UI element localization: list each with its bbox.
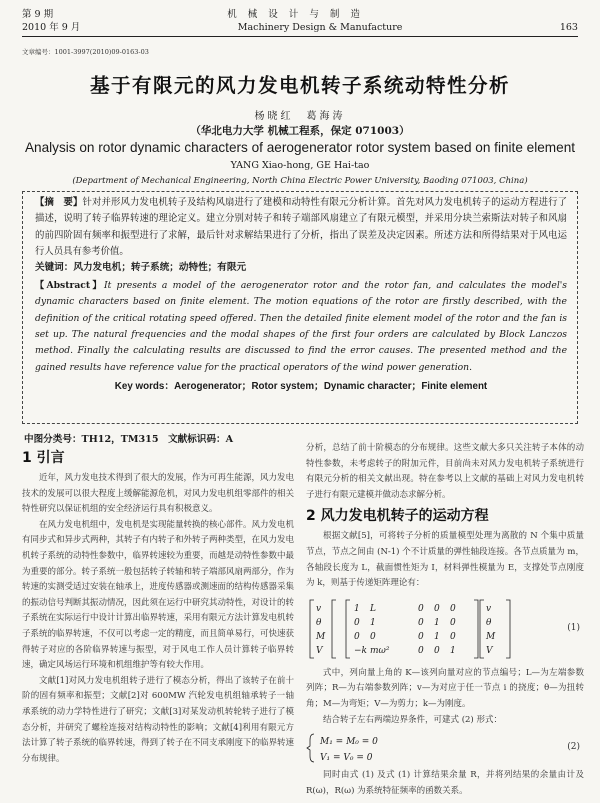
- svg-text:mω²: mω²: [370, 645, 390, 656]
- svg-text:1: 1: [434, 631, 440, 642]
- svg-text:0: 0: [354, 631, 360, 642]
- equation-2-number: (2): [567, 742, 580, 753]
- equation-2: [306, 730, 584, 766]
- svg-text:M: M: [486, 631, 496, 642]
- section-2-title: 2 风力发电机转子的运动方程: [306, 508, 489, 525]
- journal-name-cn: 机 械 设 计 与 制 造: [227, 9, 364, 20]
- title-en: Analysis on rotor dynamic characters of aerogenerator rotor system based on finite element: [24, 140, 576, 155]
- svg-text:1: 1: [450, 645, 456, 656]
- left-paragraph-3: 文献[1]对风力发电机组转子进行了模态分析，得出了该转子在前十阶的固有频率和振型；文献[2]对 600MW 汽轮发电机组轴承转子一轴承系统的动力学特性进行了研究；文献[3]对某发动机转轮转子进行了模态分析，并研究了螺栓连接对结构动特性的影响；文献[4]利用有限元方法计算了转子系统的临界转速，得到了转子在不同支承刚度下的临界转速分布规律。: [22, 675, 295, 764]
- left-paragraph-2: 在风力发电机组中，发电机是实现能量转换的核心部件。风力发电机有同步式和异步式两种，其转子有内转子和外转子两种类型，在风力发电机转子系统的动特性参数中，临界转速较为重要，而越是动特性参数中最为重要的部分。转子系统一般包括转子转轴和转子端部风扇两部分，作为转速的实测受适过安装在轴承上，进度传感器或测速面的结构传感器采集的振动信号判断其振动情况，因此须在运行中研究其动特性，对设计的转子系统在实际运行中设计计算出临界转速，采用有限元方法计算发电机转子系统的临界转速，不仅可以考虑一定的精度，而且简单易行，可快速获得转子对应的各阶临界转速与振型，对于风电工作人员计算转子临界转速，确定风场运行环境和机组维护等有较大作用。: [22, 519, 295, 671]
- svg-text:v: v: [486, 603, 492, 614]
- left-column: [22, 441, 294, 767]
- abstract-cn-label: 【摘 要】: [35, 197, 83, 208]
- journal-name-en: Machinery Design & Manufacture: [237, 22, 403, 33]
- svg-text:1: 1: [370, 617, 376, 628]
- issue-number: 第 9 期: [22, 9, 54, 20]
- svg-text:0: 0: [450, 631, 456, 642]
- svg-text:M₁ = M₀ = 0: M₁ = M₀ = 0: [320, 737, 378, 748]
- authors-en: YANG Xiao-hong, GE Hai-tao: [230, 160, 370, 171]
- authors-cn: 杨晓红 葛海涛: [254, 111, 346, 122]
- issue-date: 2010 年 9 月: [22, 22, 81, 33]
- svg-text:v: v: [316, 603, 322, 614]
- svg-text:0: 0: [434, 645, 440, 656]
- abstract-en-text: It presents a model of the aerogenerator rotor and the rotor fan, and calculates the model's dynamic characters based on finite element. The motion equations of the rotor are firstly described, with the definition of the critical rotating speed offered. Then the detailed finite element model of the rotor and the fan is set up. The natural frequencies and the modal shapes of the first four orders are calculated by Block Lanczos method. Finally the calculating results are discussed to find the error causes. The presented method and the gained results have reference value for the practical operators of the wind power generation.: [35, 280, 568, 373]
- svg-text:0: 0: [450, 603, 456, 614]
- left-paragraph-1: 近年，风力发电技术得到了很大的发展，作为可再生能源，风力发电技术的发展可以很大程度上缓解能源危机，对风力发电机组零部件的相关特性研究以保证机组的安全经济运行具有积极意义。: [22, 473, 295, 515]
- abstract-cn-text: 针对并形风力发电机转子及结构风扇进行了建模和动特性有限元分析计算。首先对风力发电机转子的运动方程进行了描述，说明了转子临界转速的理论定义。建立分别对转子和转子端部风扇建立了有限元模型，并采用分块兰索斯法对转子和风扇的前四阶固有频率和振型进行了求解，最后针对求解结果进行了分析，指出了误差及决定因素。所述方法和所得结果对于风电运行人员具有参考价值。: [35, 197, 567, 257]
- right-paragraph-3: 结合转子左右两端边界条件，可建式 (2) 形式：: [323, 714, 502, 725]
- keywords-cn: 关键词：风力发电机；转子系统；动特性；有限元: [35, 262, 247, 274]
- keywords-en: Key words：Aerogenerator；Rotor system；Dynamic character；Finite element: [114, 380, 488, 392]
- right-paragraph-1: 根据文献[5]，可将转子分析的质量模型处理为离散的 N 个集中质量节点，节点之间由 (N-1) 个不计质量的弹性轴段连接。各节点质量为 m，各轴段长度为 L，截面惯性矩为 I，材料弹性模量为 E，支撑处节点刚度为 k，则基于传递矩阵理论有：: [306, 531, 584, 589]
- article-number: 文章编号：1001-3997(2010)09-0163-03: [22, 48, 149, 56]
- right-column: [306, 441, 584, 799]
- right-paragraph-4: 同时由式 (1) 及式 (1) 计算结果余量 R，并将列结果的余量由计及 R(ω)，R(ω) 为系统特征频率的函数关系。: [306, 770, 584, 796]
- svg-text:1: 1: [354, 603, 360, 614]
- affiliation-en: (Department of Mechanical Engineering, North China Electric Power University, Baoding 071003, China): [72, 176, 528, 186]
- svg-text:0: 0: [370, 631, 376, 642]
- page-number: 163: [559, 22, 578, 33]
- svg-text:−k: −k: [354, 645, 367, 656]
- equation-1: [306, 594, 584, 664]
- svg-text:0: 0: [418, 631, 424, 642]
- svg-text:V: V: [486, 645, 493, 656]
- equation-1-number: (1): [567, 622, 580, 633]
- equation-1-matrix: [306, 594, 536, 664]
- svg-text:0: 0: [418, 617, 424, 628]
- svg-text:V: V: [316, 645, 323, 656]
- svg-text:0: 0: [418, 603, 424, 614]
- svg-text:0: 0: [418, 645, 424, 656]
- svg-text:θ: θ: [316, 617, 322, 628]
- abstract-en: [35, 278, 567, 376]
- svg-text:θ: θ: [486, 617, 492, 628]
- svg-text:M: M: [316, 631, 326, 642]
- affiliation-cn: （华北电力大学 机械工程系，保定 071003）: [190, 125, 410, 137]
- abstract-box: [22, 191, 578, 424]
- svg-text:0: 0: [450, 617, 456, 628]
- title-cn: 基于有限元的风力发电机转子系统动特性分析: [89, 74, 510, 97]
- abstract-cn: [35, 195, 567, 260]
- header-rule: [22, 36, 578, 37]
- right-paragraph-0: 分析，总结了前十阶模态的分布规律。这些文献大多只关注转子本体的动特性参数，未考虑转子的附加元件，目前尚未对风力发电机转子系统进行有限元分析的相关文献出现。特在参考以上文献的基础上对风力发电机转子进行有限元建模并做动态求解分析。: [306, 443, 584, 500]
- right-paragraph-2: 式中，列向量上角的 K—该列向量对应的节点编号；L—为左端参数列阵；R—为右端参数列阵；v—为对应于任一节点 i 的挠度；θ—为扭转角；M—为弯矩；V—为剪力；k—为刚度。: [306, 667, 584, 709]
- svg-text:0: 0: [434, 603, 440, 614]
- svg-text:L: L: [370, 603, 376, 614]
- section-1-title: 1 引言: [22, 450, 65, 466]
- svg-text:V₁ = V₀ = 0: V₁ = V₀ = 0: [320, 753, 373, 764]
- svg-text:1: 1: [434, 617, 440, 628]
- running-header: [22, 8, 578, 37]
- svg-text:0: 0: [354, 617, 360, 628]
- equation-2-conditions: [306, 730, 426, 766]
- classification-line: 中图分类号：TH12，TM315 文献标识码：A: [24, 434, 234, 445]
- abstract-en-label: 【Abstract】: [35, 280, 104, 292]
